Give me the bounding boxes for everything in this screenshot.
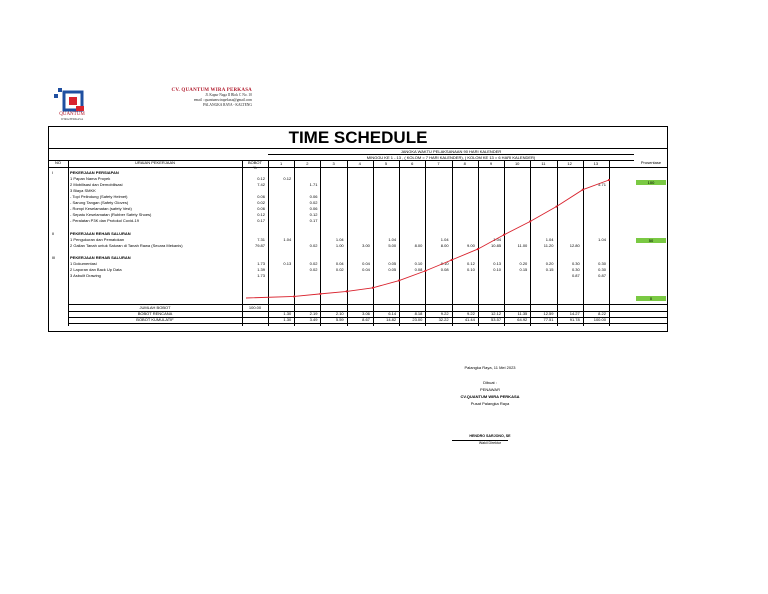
curve-point-week-10 [529,220,531,222]
row-week-value: 0.30 [571,266,580,272]
row-week-value: 1.04 [493,236,502,242]
curve-point-week-6 [424,270,426,272]
prosentase-label: 100 [647,180,655,185]
signer-name: HENDRO SARJONO, SE [469,434,511,438]
row-no: I [52,170,54,175]
prosentase-label: 50 [648,238,654,243]
company-address-1: Jl. Kapur Naga II Blok C No. 10 [205,93,252,97]
row-week-value: 1.00 [335,242,344,248]
row-week-value: 9.00 [467,242,475,248]
row-bobot: 1.73 [257,260,265,266]
header-no: NO [55,159,61,165]
kumulatif-value: 8.67 [362,317,370,322]
footer-kumulatif-label: BOBOT KUMULATIF [136,317,174,322]
footer-rencana-label: BOBOT RENCANA [137,311,173,316]
row-uraian: - Peralatan P3K dan Protokol Covid-19 [70,218,139,224]
row-week-value: 0.30 [571,260,580,266]
kumulatif-value: 91.78 [569,317,580,322]
rencana-value: 6.14 [388,311,397,316]
row-week-value: 0.08 [440,266,449,272]
kumulatif-value: 23.00 [412,317,423,322]
week-header-13: 13 [593,161,599,166]
row-week-value: 0.13 [493,260,502,266]
row-week-value: 0.10 [493,266,502,272]
kumulatif-value: 32.22 [438,317,449,322]
header-bobot-unit: % [253,164,257,170]
row-uraian: 1 Dokumentasi [70,260,97,266]
row-week-value: 0.02 [309,266,318,272]
header-jangka: JANGKA WAKTU PELAKSANAAN 90 HARI KALENDER [400,148,502,154]
row-week-value: 0.02 [309,200,318,206]
kumulatif-value: 100.00 [593,317,606,322]
cumulative-curve-line [246,180,609,298]
week-header-9: 9 [489,161,493,166]
rencana-value: 12.12 [491,311,502,316]
row-week-value: 12.80 [569,242,580,248]
row-bobot: 0.17 [257,218,265,224]
row-week-value: 0.20 [519,260,528,266]
row-week-value: 1.04 [440,236,449,242]
week-header-1: 1 [279,161,283,166]
week-header-12: 12 [567,161,572,166]
curve-point-week-5 [398,279,400,281]
row-uraian: - Rompi Keselamatan (safety Vest) [70,206,132,212]
row-bobot: 0.06 [257,194,265,200]
row-week-value: 0.12 [283,176,292,182]
row-week-value: 0.08 [414,266,423,272]
penawar-label: PENAWAR [480,387,500,392]
header-prosentase: Prosentase [640,159,662,165]
row-bobot: 0.06 [257,206,265,212]
row-week-value: 1.04 [545,236,554,242]
row-no: II [52,230,55,236]
dibuat-label: Dibuat : [483,380,497,385]
row-uraian: 2 Galian Tanah untuk Saluran di Tanah Rawa (Secara Mekanis) [70,242,183,248]
row-uraian: 3 Asbuilt Drawing [70,272,101,278]
signature-pusat: Pusat Palangka Raya [470,401,510,406]
footer-jumlah-label: JUMLAH BOBOT [139,305,171,310]
kumulatif-value: 5.59 [335,317,344,322]
row-week-value: 0.06 [309,206,318,212]
curve-point-week-2 [319,293,321,295]
row-uraian: 1 Papan Nama Proyek [70,176,111,182]
row-no: III [52,254,56,260]
rencana-value: 11.35 [517,311,528,316]
row-week-value: 0.87 [598,272,606,278]
row-uraian: 1 Pengukuran dan Pematokan [70,236,125,242]
row-week-value: 0.02 [309,260,318,266]
week-header-10: 10 [514,161,520,166]
row-uraian: PEKERJAAN REHAB SALURAN [70,230,131,236]
rencana-value: 2.19 [309,311,318,316]
row-week-value: 0.17 [309,218,318,224]
place-date: Palangka Raya, 11 Mei 2023 [464,365,516,370]
row-week-value: 10.85 [491,242,502,248]
row-week-value: 0.15 [519,266,528,272]
company-address-3: PALANGKA RAYA - KALTENG [202,103,252,107]
row-bobot: 7.42 [257,182,265,188]
row-week-value: 0.15 [545,266,554,272]
row-uraian: 3 Biaya SMKK [70,188,96,194]
signature-company: CV.QUANTUM WIRA PERKASA [460,394,520,399]
row-week-value: 0.02 [335,266,344,272]
row-week-value: 1.04 [598,236,606,242]
row-week-value: 0.12 [309,212,318,218]
kumulatif-value: 53.57 [491,317,502,322]
week-header-2: 2 [306,161,309,166]
row-week-value: 0.30 [598,266,606,272]
row-uraian: 2 Laporan dan Back Up Data [70,266,122,272]
week-header-7: 7 [437,161,440,166]
curve-point-week-13 [608,179,610,181]
row-week-value: 1.04 [335,236,344,242]
row-week-value: 0.30 [598,260,606,266]
row-uraian: PEKERJAAN PERSIAPAN [70,170,119,175]
header-bobot: BOBOT [247,159,262,165]
row-week-value: 3.00 [362,242,370,248]
rencana-value: 9.22 [467,311,475,316]
rencana-value: 2.10 [335,311,344,316]
row-week-value: 0.87 [571,272,580,278]
company-address-2: email : quantumwirapekasa@gmail.com [193,98,252,102]
row-week-value: 0.20 [545,260,554,266]
curve-point-week-1 [293,295,295,297]
prosentase-label: 0 [649,296,653,301]
curve-point-week-7 [451,259,453,261]
row-uraian: - Sarung Tangan (Safety Gloves) [70,200,129,206]
rencana-value: 9.22 [440,311,449,316]
curve-point-week-8 [477,248,479,250]
kumulatif-value: 41.44 [464,317,475,322]
row-bobot: 1.73 [257,272,265,278]
row-week-value: 0.04 [335,260,344,266]
week-header-3: 3 [332,161,335,166]
week-header-8: 8 [463,161,466,166]
row-week-value: 5.00 [388,242,397,248]
row-uraian: - Sepatu Keselamatan (Rubber Safety Shoes) [70,212,152,218]
row-week-value: 5.71 [598,182,606,188]
row-bobot: 1.39 [257,266,265,272]
kumulatif-value: 3.49 [309,317,318,322]
week-header-11: 11 [541,161,546,166]
week-header-5: 5 [384,161,388,166]
row-week-value: 0.06 [309,194,318,200]
week-header-6: 6 [411,161,414,166]
curve-point-week-12 [582,189,584,191]
company-name: CV. QUANTUM WIRA PERKASA [171,88,252,93]
footer-jumlah-value: 100.00 [248,305,262,310]
signer-role: Wakil Direktur [478,441,502,445]
row-week-value: 0.13 [283,260,292,266]
rencana-value: 3.06 [362,311,370,316]
row-week-value: 0.12 [467,260,475,266]
header-uraian: URAIAN PEKERJAAN [134,159,175,165]
curve-point-week-3 [346,290,348,292]
row-uraian: - Topi Pelindung (Safety Helmet) [70,194,128,200]
page-title: TIME SCHEDULE [288,128,428,147]
row-bobot: 0.02 [257,200,265,206]
row-week-value: 0.04 [362,266,370,272]
curve-point-week-4 [372,287,374,289]
row-week-value: 0.02 [309,242,318,248]
row-uraian: 2 Mobilisasi dan Demobilisasi [70,182,123,188]
row-week-value: 0.10 [440,260,449,266]
row-week-value: 0.05 [388,266,397,272]
rencana-value: 14.27 [569,311,580,316]
logo-sub: WIRA PERKASA [60,117,84,121]
row-bobot: 0.12 [257,212,265,218]
row-week-value: 11.20 [543,242,554,248]
kumulatif-value: 14.82 [386,317,397,322]
row-week-value: 8.00 [414,242,423,248]
row-week-value: 1.71 [309,182,318,188]
rencana-value: 1.30 [283,311,292,316]
row-week-value: 0.10 [467,266,475,272]
kumulatif-value: 64.92 [517,317,528,322]
row-week-value: 11.00 [517,242,528,248]
row-week-value: 1.04 [283,236,292,242]
rencana-value: 8.22 [598,311,606,316]
row-bobot: 0.12 [257,176,265,182]
week-header-4: 4 [358,161,361,166]
row-bobot: 79.87 [254,242,265,248]
row-week-value: 0.04 [362,260,370,266]
rencana-value: 12.59 [543,311,554,316]
kumulatif-value: 77.51 [543,317,554,322]
row-week-value: 1.04 [388,236,397,242]
rencana-value: 8.18 [414,311,423,316]
row-week-value: 0.10 [414,260,423,266]
curve-point-week-9 [503,234,505,236]
header-minggu: MINGGU KE 1 - 13 , ( KOLOM = 7 HARI KALENDER), ( KOLOM KE 13 = 6 HARI KALENDER) [366,154,536,160]
logo-name: QUANTUM [59,112,85,117]
row-bobot: 7.31 [257,236,265,242]
row-week-value: 0.05 [388,260,397,266]
curve-point-week-11 [555,205,557,207]
row-week-value: 8.00 [440,242,449,248]
row-uraian: PEKERJAAN REHAB SALURAN [70,254,131,260]
kumulatif-value: 1.30 [283,317,292,322]
